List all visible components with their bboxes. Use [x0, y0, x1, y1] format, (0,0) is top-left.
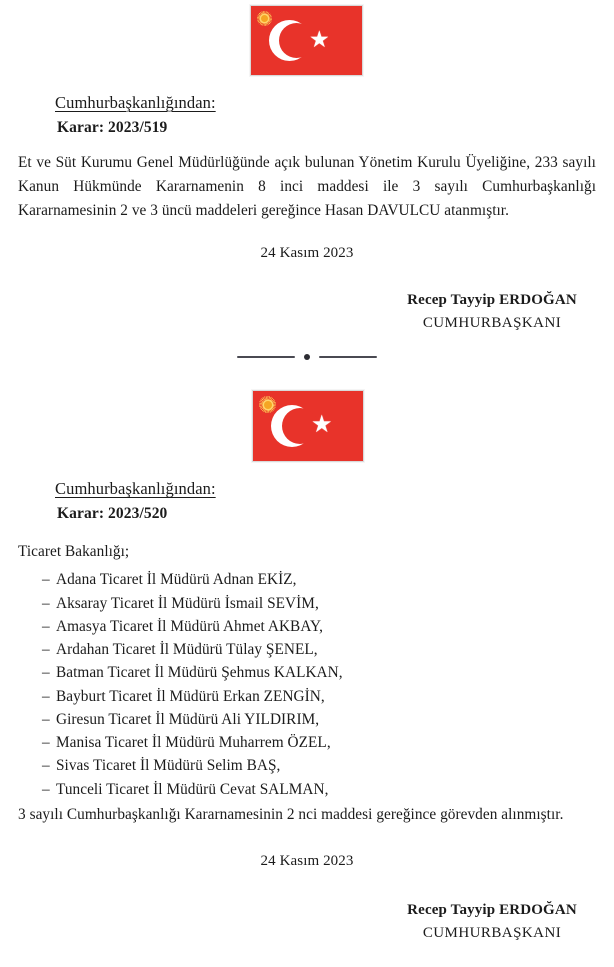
list-item-label: Aksaray Ticaret İl Müdürü İsmail SEVİM,	[56, 594, 319, 612]
signature-block-1	[370, 292, 614, 332]
list-item-label: Bayburt Ticaret İl Müdürü Erkan ZENGİN,	[56, 687, 325, 705]
list-item-label: Ardahan Ticaret İl Müdürü Tülay ŞENEL,	[56, 641, 318, 659]
signatory-name: Recep Tayyip ERDOĞAN	[407, 292, 577, 309]
list-item	[42, 568, 614, 591]
list-dash: –	[42, 780, 50, 798]
decree-section-1	[0, 0, 614, 332]
signatory-title: CUMHURBAŞKANI	[422, 315, 562, 332]
turkish-flag-icon	[250, 5, 363, 76]
list-item	[42, 661, 614, 684]
list-item	[42, 638, 614, 661]
list-item	[42, 778, 614, 801]
ministry-label: Ticaret Bakanlığı;	[18, 543, 130, 561]
list-dash: –	[42, 664, 50, 682]
decree-section-2	[0, 360, 614, 941]
sun-emblem-icon	[257, 11, 272, 26]
turkish-flag-icon	[252, 390, 364, 462]
list-item-label: Amasya Ticaret İl Müdürü Ahmet AKBAY,	[56, 617, 324, 635]
signature-block-2	[370, 902, 614, 942]
sun-core-icon	[264, 401, 272, 409]
decree-number-1: Karar: 2023/519	[57, 119, 168, 136]
list-item	[42, 685, 614, 708]
list-dash: –	[42, 710, 50, 728]
issuer-heading: Cumhurbaşkanlığından:	[55, 93, 216, 112]
list-dash: –	[42, 687, 50, 705]
list-item	[42, 615, 614, 638]
separator-rule-right	[319, 356, 377, 358]
dismissed-officials-list	[0, 568, 614, 801]
list-dash: –	[42, 571, 50, 589]
list-item	[42, 592, 614, 615]
decree-date-1: 24 Kasım 2023	[260, 245, 354, 262]
list-item-label: Tunceli Ticaret İl Müdürü Cevat SALMAN,	[56, 780, 329, 798]
star-icon: ★	[311, 412, 333, 439]
list-dash: –	[42, 734, 50, 752]
list-dash: –	[42, 617, 50, 635]
list-item-label: Giresun Ticaret İl Müdürü Ali YILDIRIM,	[56, 710, 320, 728]
separator-rule-left	[237, 356, 295, 358]
decree-date-2: 24 Kasım 2023	[260, 852, 354, 869]
list-dash: –	[42, 641, 50, 659]
list-item-label: Adana Ticaret İl Müdürü Adnan EKİZ,	[56, 571, 297, 589]
list-item	[42, 708, 614, 731]
list-dash: –	[42, 594, 50, 612]
list-item-label: Manisa Ticaret İl Müdürü Muharrem ÖZEL,	[56, 734, 331, 752]
sun-emblem-icon	[259, 396, 276, 413]
list-item	[42, 731, 614, 754]
star-icon: ★	[309, 27, 330, 52]
issuer-row-1	[0, 93, 614, 113]
signatory-title: CUMHURBAŞKANI	[422, 924, 562, 941]
signatory-name: Recep Tayyip ERDOĞAN	[407, 901, 577, 918]
list-dash: –	[42, 757, 50, 775]
issuer-row-2	[0, 479, 614, 499]
decree-closing-2: 3 sayılı Cumhurbaşkanlığı Kararnamesinin 2 nci maddesi gereğince görevden alınmıştır.	[18, 805, 564, 823]
list-item-label: Batman Ticaret İl Müdürü Şehmus KALKAN,	[56, 664, 343, 682]
decree-number-2: Karar: 2023/520	[57, 505, 168, 523]
issuer-heading: Cumhurbaşkanlığından:	[55, 479, 216, 499]
flag-container-2	[0, 360, 614, 462]
list-item	[42, 754, 614, 777]
decree-body-1: Et ve Süt Kurumu Genel Müdürlüğünde açık bulunan Yönetim Kurulu Üyeliğine, 233 sayılı Kanun Hükmünde Kararnamenin 8 inci maddesi ile 3 sayılı Cumhurbaşkanlığı Kararnamesinin 2 ve 3 üncü maddeleri gereğince Hasan DAVULCU atanmıştır.	[18, 154, 596, 220]
sun-core-icon	[261, 15, 268, 22]
flag-container-1	[0, 0, 614, 76]
list-item-label: Sivas Ticaret İl Müdürü Selim BAŞ,	[56, 757, 281, 775]
